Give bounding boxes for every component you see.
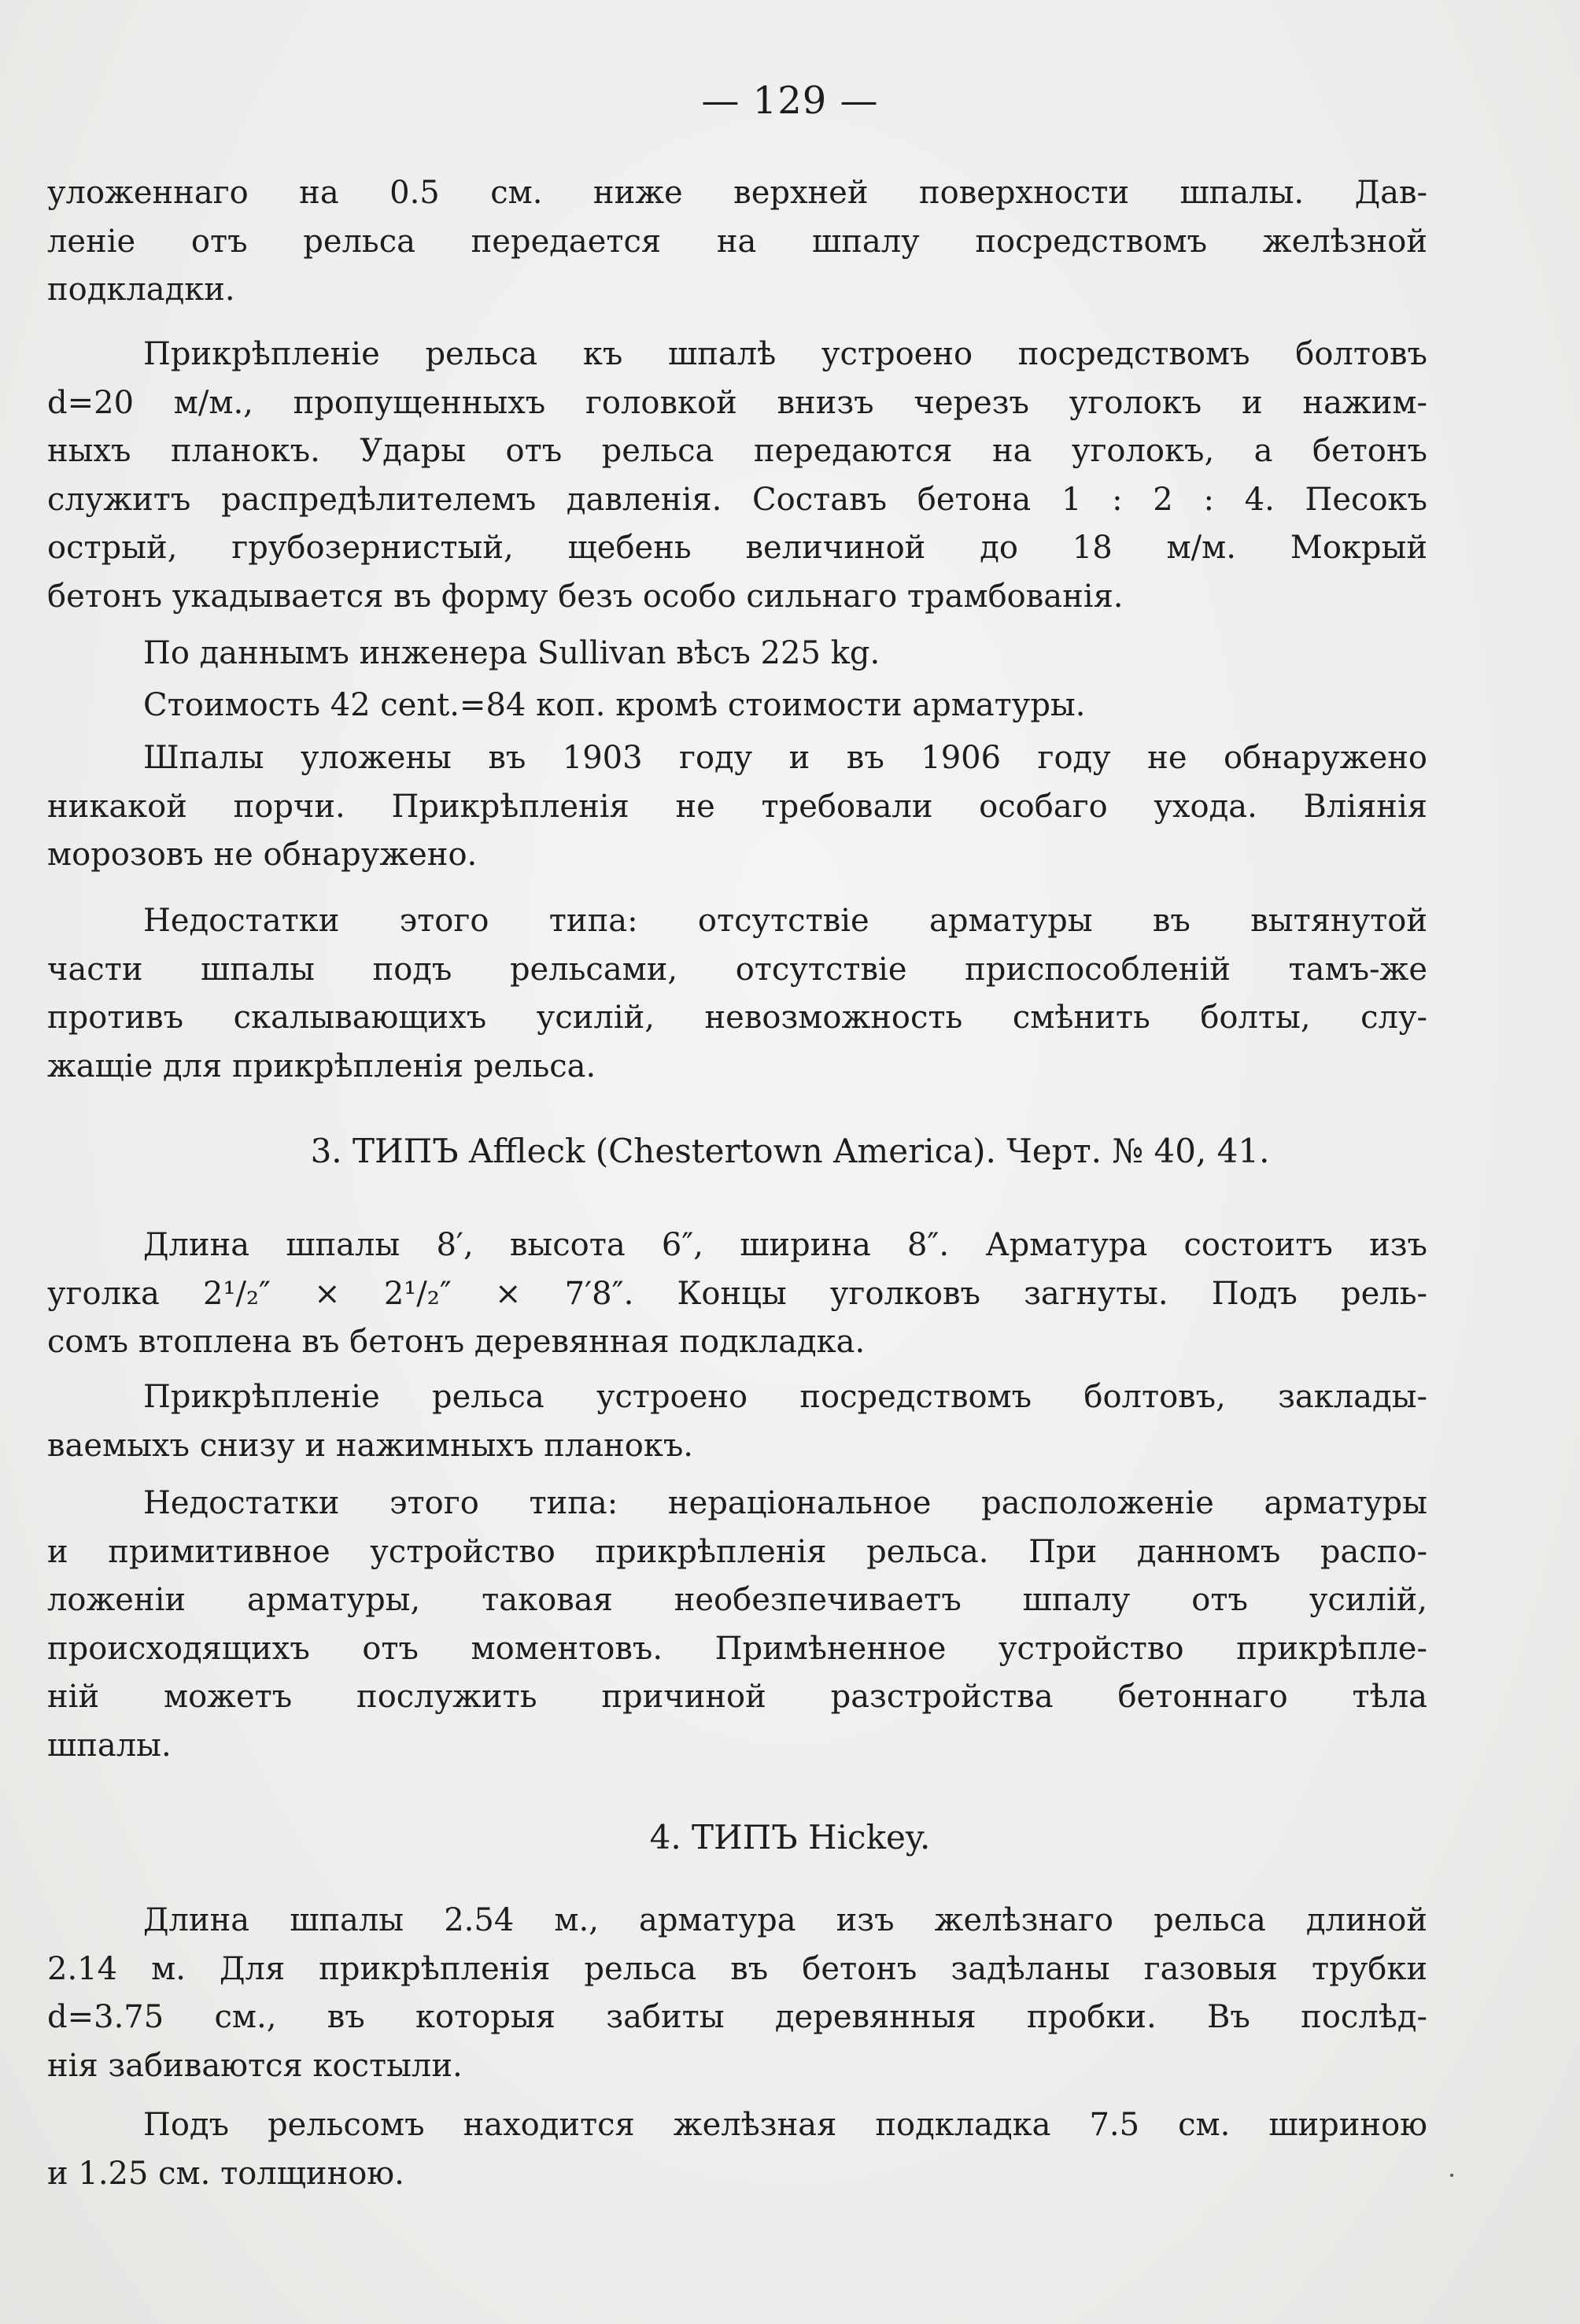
text-line: противъ скалывающихъ усилій, невозможность смѣнить болты, слу- [47,999,1427,1036]
text-line: Длина шпалы 8′, высота 6″, ширина 8″. Арматура состоитъ изъ [143,1227,1427,1263]
text-line: происходящихъ отъ моментовъ. Примѣненное устройство прикрѣпле- [47,1630,1427,1667]
paragraph [47,1221,1427,1367]
text-line: ныхъ планокъ. Удары отъ рельса передаются на уголокъ, а бетонъ [47,433,1427,469]
paragraph [47,734,1427,880]
section-4-heading: 4. ТИПЪ Hickey. [649,1818,931,1857]
text-line: подкладки. [47,272,235,308]
paragraph [47,1897,1427,2090]
section-3-text [47,1221,1427,1367]
paragraph [47,682,1427,730]
section-2-text [47,331,1427,621]
section-3-heading: 3. ТИПЪ Affleck (Chestertown America). Черт. № 40, 41. [310,1132,1270,1170]
text-line: Шпалы уложены въ 1903 году и въ 1906 году не обнаружено [143,740,1427,776]
text-line: сомъ втоплена въ бетонъ деревянная подкладка. [47,1324,866,1360]
page-number: — 129 — [701,79,879,123]
text-line: 2.14 м. Для прикрѣпленія рельса въ бетонъ задѣланы газовыя трубки [47,1950,1427,1987]
text-line: Подъ рельсомъ находится желѣзная подкладка 7.5 см. шириною [143,2107,1427,2143]
section-2-text [47,897,1427,1091]
text-line: бетонъ укадывается въ форму безъ особо сильнаго трамбованія. [47,578,1124,615]
text-line: ній можетъ послужить причиной разстройства бетоннаго тѣла [47,1679,1427,1715]
text-line: никакой порчи. Прикрѣпленія не требовали особаго ухода. Вліянія [47,788,1427,825]
section-4-text [47,1897,1427,2090]
text-line: и 1.25 см. толщиною. [47,2155,404,2192]
text-line: ложеніи арматуры, таковая необезпечиваетъ шпалу отъ усилій, [47,1582,1427,1618]
text-line: Недостатки этого типа: нераціональное расположеніе арматуры [143,1485,1427,1521]
text-line: леніе отъ рельса передается на шпалу посредствомъ желѣзной [47,223,1427,260]
text-line: Недостатки этого типа: отсутствіе арматуры въ вытянутой [143,903,1427,939]
text-line: d=20 м/м., пропущенныхъ головкой внизъ черезъ уголокъ и нажим- [47,384,1427,421]
text-line: морозовъ не обнаружено. [47,837,478,873]
paragraph [47,897,1427,1091]
text-line: уголка 2¹/₂″ ⨯ 2¹/₂″ ⨯ 7′8″. Концы уголковъ загнуты. Подъ рель- [47,1275,1427,1312]
paragraph [47,1373,1427,1470]
text-line: По даннымъ инженера Sullivan вѣсъ 225 kg. [143,635,880,671]
text-line: Прикрѣпленіе рельса къ шпалѣ устроено посредствомъ болтовъ [143,336,1427,372]
paragraph [47,2101,1427,2198]
paragraph [47,331,1427,621]
paragraph [47,630,1427,678]
text-line: Прикрѣпленіе рельса устроено посредствомъ болтовъ, заклады- [143,1379,1427,1415]
ink-speck [1450,2174,1453,2177]
text-line: уложеннаго на 0.5 см. ниже верхней поверхности шпалы. Дав- [47,175,1427,211]
text-line: ваемыхъ снизу и нажимныхъ планокъ. [47,1427,693,1464]
text-line: служитъ распредѣлителемъ давленія. Составъ бетона 1 : 2 : 4. Песокъ [47,481,1427,518]
paragraph [47,169,1427,315]
section-2-text [47,169,1427,315]
section-3-text [47,1480,1427,1770]
section-2-text [47,734,1427,880]
section-2-text [47,630,1427,678]
text-line: жащіе для прикрѣпленія рельса. [47,1047,596,1084]
section-4-text [47,2101,1427,2198]
section-3-text [47,1373,1427,1470]
text-line: и примитивное устройство прикрѣпленія рельса. При данномъ распо- [47,1533,1427,1570]
text-line: части шпалы подъ рельсами, отсутствіе приспособленій тамъ-же [47,951,1427,988]
text-line: острый, грубозернистый, щебень величиной до 18 м/м. Мокрый [47,530,1427,566]
text-line: шпалы. [47,1727,172,1764]
paragraph [47,1480,1427,1770]
section-2-text [47,682,1427,730]
text-line: Длина шпалы 2.54 м., арматура изъ желѣзнаго рельса длиной [143,1902,1427,1938]
text-line: d=3.75 см., въ которыя забиты деревянныя пробки. Въ послѣд- [47,1999,1427,2035]
text-line: Стоимость 42 cent.=84 коп. кромѣ стоимости арматуры. [143,687,1086,723]
text-line: нія забиваются костыли. [47,2047,463,2084]
